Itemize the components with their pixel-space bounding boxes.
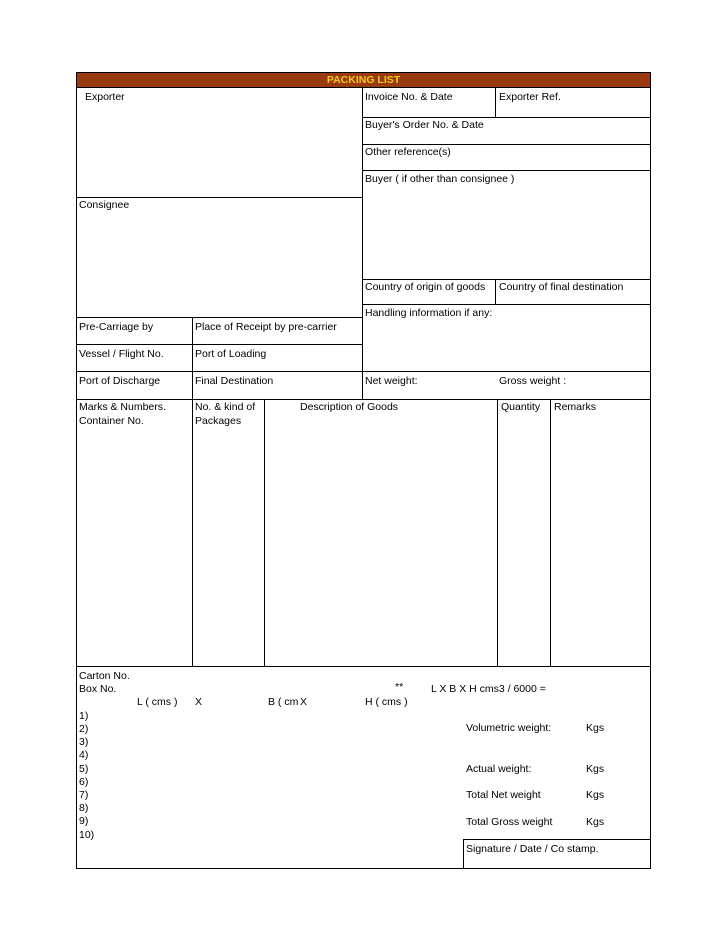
row-number: 9) bbox=[79, 815, 89, 827]
vessel-flight-label: Vessel / Flight No. bbox=[79, 348, 164, 360]
divider bbox=[77, 344, 362, 345]
place-receipt-label: Place of Receipt by pre-carrier bbox=[195, 321, 337, 333]
divider bbox=[77, 399, 650, 400]
row-number: 10) bbox=[79, 829, 95, 841]
divider bbox=[192, 399, 193, 666]
packages-label: Packages bbox=[195, 415, 242, 427]
divider bbox=[77, 87, 650, 88]
port-loading-label: Port of Loading bbox=[195, 348, 267, 360]
divider bbox=[497, 399, 498, 666]
divider bbox=[362, 87, 363, 399]
kgs-label: Kgs bbox=[586, 763, 605, 775]
marks-numbers-label: Marks & Numbers. bbox=[79, 401, 166, 413]
divider bbox=[495, 87, 496, 117]
other-refs-label: Other reference(s) bbox=[365, 146, 451, 158]
kgs-label: Kgs bbox=[586, 816, 605, 828]
port-discharge-label: Port of Discharge bbox=[79, 375, 161, 387]
exporter-ref-label: Exporter Ref. bbox=[499, 91, 561, 103]
row-number: 8) bbox=[79, 802, 89, 814]
description-label: Description of Goods bbox=[300, 401, 399, 413]
length-label: L ( cms ) bbox=[137, 696, 178, 708]
divider bbox=[77, 197, 362, 198]
kgs-label: Kgs bbox=[586, 722, 605, 734]
divider bbox=[550, 399, 551, 666]
breadth-label: B ( cm bbox=[268, 696, 299, 708]
no-kind-label: No. & kind of bbox=[195, 401, 256, 413]
packing-list-form bbox=[76, 72, 651, 869]
box-no-label: Box No. bbox=[79, 683, 117, 695]
total-net-weight-label: Total Net weight bbox=[466, 789, 541, 801]
quantity-label: Quantity bbox=[501, 401, 541, 413]
formula-label: L X B X H cms3 / 6000 = bbox=[431, 683, 546, 695]
divider bbox=[362, 117, 650, 118]
final-destination-label: Final Destination bbox=[195, 375, 274, 387]
net-weight-label: Net weight: bbox=[365, 375, 418, 387]
divider bbox=[463, 839, 650, 840]
remarks-label: Remarks bbox=[554, 401, 597, 413]
divider bbox=[77, 371, 650, 372]
divider bbox=[77, 666, 650, 667]
country-origin-label: Country of origin of goods bbox=[365, 281, 486, 293]
actual-weight-label: Actual weight: bbox=[466, 763, 532, 775]
consignee-label: Consignee bbox=[79, 199, 130, 211]
times-label: X bbox=[195, 696, 203, 708]
buyers-order-label: Buyer's Order No. & Date bbox=[365, 119, 484, 131]
divider bbox=[463, 839, 464, 869]
divider bbox=[362, 144, 650, 145]
row-number: 5) bbox=[79, 763, 89, 775]
row-number: 4) bbox=[79, 749, 89, 761]
divider bbox=[362, 170, 650, 171]
kgs-label: Kgs bbox=[586, 789, 605, 801]
divider bbox=[362, 304, 650, 305]
total-gross-weight-label: Total Gross weight bbox=[466, 816, 553, 828]
stars-label: ** bbox=[395, 681, 404, 693]
divider bbox=[77, 317, 362, 318]
exporter-label: Exporter bbox=[85, 91, 125, 103]
divider bbox=[362, 279, 650, 280]
container-no-label: Container No. bbox=[79, 415, 144, 427]
handling-info-label: Handling information if any: bbox=[365, 307, 493, 319]
row-number: 2) bbox=[79, 723, 89, 735]
form-title: PACKING LIST bbox=[77, 73, 650, 87]
pre-carriage-label: Pre-Carriage by bbox=[79, 321, 154, 333]
invoice-label: Invoice No. & Date bbox=[365, 91, 453, 103]
volumetric-weight-label: Volumetric weight: bbox=[466, 722, 552, 734]
country-destination-label: Country of final destination bbox=[499, 281, 624, 293]
row-number: 6) bbox=[79, 776, 89, 788]
divider bbox=[264, 399, 265, 666]
gross-weight-label: Gross weight : bbox=[499, 375, 567, 387]
row-number: 7) bbox=[79, 789, 89, 801]
times-label: X bbox=[300, 696, 308, 708]
divider bbox=[192, 317, 193, 399]
buyer-label: Buyer ( if other than consignee ) bbox=[365, 173, 515, 185]
row-number: 3) bbox=[79, 736, 89, 748]
carton-no-label: Carton No. bbox=[79, 670, 130, 682]
row-number: 1) bbox=[79, 710, 89, 722]
divider bbox=[495, 279, 496, 304]
height-label: H ( cms ) bbox=[365, 696, 408, 708]
signature-label: Signature / Date / Co stamp. bbox=[466, 843, 599, 855]
